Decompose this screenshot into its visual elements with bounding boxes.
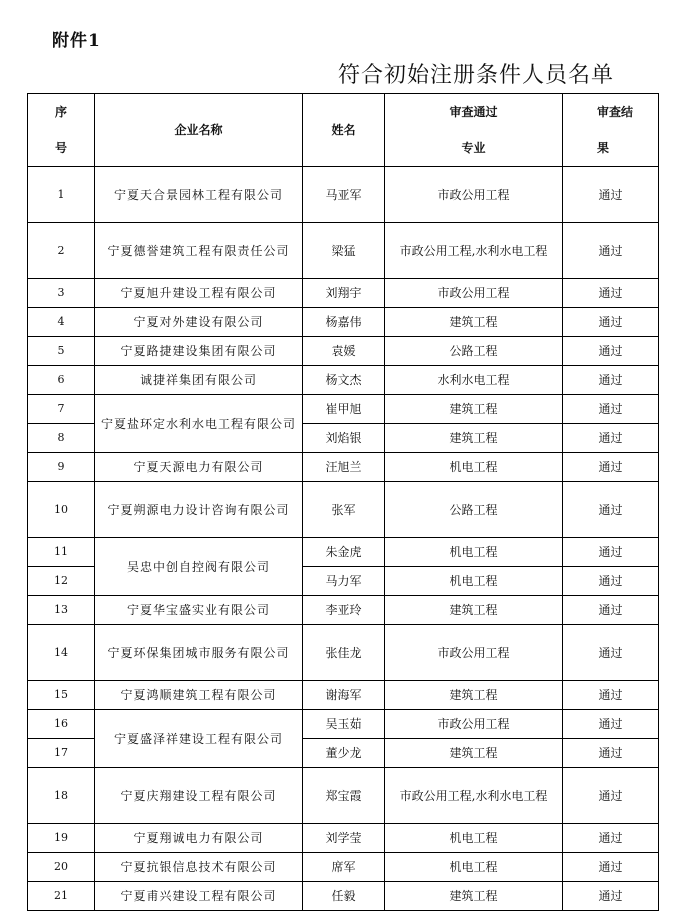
person-name: 汪旭兰 [303, 453, 385, 482]
major-cell: 建筑工程 [385, 596, 563, 625]
header-seq [28, 94, 95, 167]
row-number: 1 [28, 167, 95, 223]
row-number: 10 [28, 482, 95, 538]
row-number: 7 [28, 395, 95, 424]
table-row [28, 681, 659, 710]
major-cell: 建筑工程 [385, 308, 563, 337]
row-number: 14 [28, 625, 95, 681]
result-cell: 通过 [563, 739, 659, 768]
result-cell: 通过 [563, 453, 659, 482]
major-cell: 市政公用工程,水利水电工程 [385, 768, 563, 824]
major-cell: 市政公用工程 [385, 625, 563, 681]
person-name: 张军 [303, 482, 385, 538]
person-name: 刘焰银 [303, 424, 385, 453]
row-number: 6 [28, 366, 95, 395]
person-name: 刘学莹 [303, 824, 385, 853]
major-cell: 建筑工程 [385, 424, 563, 453]
result-cell: 通过 [563, 167, 659, 223]
row-number: 9 [28, 453, 95, 482]
major-cell: 机电工程 [385, 453, 563, 482]
table-row [28, 824, 659, 853]
company-cell: 宁夏对外建设有限公司 [95, 308, 303, 337]
header-row [28, 94, 659, 167]
major-cell: 建筑工程 [385, 681, 563, 710]
company-cell: 宁夏甫兴建设工程有限公司 [95, 882, 303, 911]
person-name: 董少龙 [303, 739, 385, 768]
major-cell: 市政公用工程,水利水电工程 [385, 223, 563, 279]
header-result [563, 94, 659, 167]
major-cell: 公路工程 [385, 482, 563, 538]
row-number: 3 [28, 279, 95, 308]
table-row [28, 882, 659, 911]
document-title: 符合初始注册条件人员名单 [338, 63, 615, 88]
major-cell: 水利水电工程 [385, 366, 563, 395]
company-cell: 诚捷祥集团有限公司 [95, 366, 303, 395]
person-name: 崔甲旭 [303, 395, 385, 424]
major-cell: 机电工程 [385, 567, 563, 596]
person-name: 吴玉茹 [303, 710, 385, 739]
row-number: 20 [28, 853, 95, 882]
company-cell: 吴忠中创自控阀有限公司 [95, 538, 303, 596]
result-cell: 通过 [563, 279, 659, 308]
header-seq-line2: 号 [54, 141, 67, 155]
table-row [28, 453, 659, 482]
company-cell: 宁夏旭升建设工程有限公司 [95, 279, 303, 308]
header-company: 企业名称 [95, 94, 303, 167]
row-number: 21 [28, 882, 95, 911]
company-cell: 宁夏抗银信息技术有限公司 [95, 853, 303, 882]
table-row [28, 482, 659, 538]
major-cell: 建筑工程 [385, 739, 563, 768]
result-cell: 通过 [563, 681, 659, 710]
person-name: 马亚军 [303, 167, 385, 223]
table-row [28, 337, 659, 366]
result-cell: 通过 [563, 853, 659, 882]
table-row [28, 167, 659, 223]
result-cell: 通过 [563, 824, 659, 853]
person-name: 任毅 [303, 882, 385, 911]
row-number: 5 [28, 337, 95, 366]
company-cell: 宁夏翔诚电力有限公司 [95, 824, 303, 853]
row-number: 19 [28, 824, 95, 853]
major-cell: 建筑工程 [385, 395, 563, 424]
personnel-table [27, 93, 659, 911]
person-name: 席军 [303, 853, 385, 882]
row-number: 8 [28, 424, 95, 453]
company-cell: 宁夏德誉建筑工程有限责任公司 [95, 223, 303, 279]
result-cell: 通过 [563, 567, 659, 596]
result-cell: 通过 [563, 308, 659, 337]
person-name: 张佳龙 [303, 625, 385, 681]
major-cell: 市政公用工程 [385, 279, 563, 308]
result-cell: 通过 [563, 223, 659, 279]
person-name: 谢海军 [303, 681, 385, 710]
header-result-line1: 审查结 [597, 105, 634, 119]
person-name: 郑宝霞 [303, 768, 385, 824]
person-name: 梁猛 [303, 223, 385, 279]
result-cell: 通过 [563, 366, 659, 395]
row-number: 16 [28, 710, 95, 739]
company-cell: 宁夏盐环定水利水电工程有限公司 [95, 395, 303, 453]
major-cell: 公路工程 [385, 337, 563, 366]
row-number: 4 [28, 308, 95, 337]
table-row [28, 768, 659, 824]
result-cell: 通过 [563, 625, 659, 681]
major-cell: 机电工程 [385, 853, 563, 882]
person-name: 刘翔宇 [303, 279, 385, 308]
row-number: 2 [28, 223, 95, 279]
person-name: 杨嘉伟 [303, 308, 385, 337]
company-cell: 宁夏鸿顺建筑工程有限公司 [95, 681, 303, 710]
company-cell: 宁夏盛泽祥建设工程有限公司 [95, 710, 303, 768]
row-number: 17 [28, 739, 95, 768]
person-name: 袁媛 [303, 337, 385, 366]
table-row [28, 395, 659, 424]
company-cell: 宁夏环保集团城市服务有限公司 [95, 625, 303, 681]
person-name: 李亚玲 [303, 596, 385, 625]
result-cell: 通过 [563, 538, 659, 567]
company-cell: 宁夏天合景园林工程有限公司 [95, 167, 303, 223]
major-cell: 市政公用工程 [385, 167, 563, 223]
result-cell: 通过 [563, 337, 659, 366]
major-cell: 机电工程 [385, 538, 563, 567]
result-cell: 通过 [563, 424, 659, 453]
row-number: 11 [28, 538, 95, 567]
major-cell: 机电工程 [385, 824, 563, 853]
result-cell: 通过 [563, 482, 659, 538]
table-row [28, 538, 659, 567]
company-cell: 宁夏路捷建设集团有限公司 [95, 337, 303, 366]
table-row [28, 625, 659, 681]
major-cell: 建筑工程 [385, 882, 563, 911]
table-row [28, 279, 659, 308]
row-number: 18 [28, 768, 95, 824]
table-row [28, 308, 659, 337]
person-name: 杨文杰 [303, 366, 385, 395]
header-result-line2: 果 [597, 141, 610, 155]
table-row [28, 596, 659, 625]
table-row [28, 223, 659, 279]
header-major-line1: 审查通过 [449, 105, 498, 119]
table-row [28, 853, 659, 882]
company-cell: 宁夏朔源电力设计咨询有限公司 [95, 482, 303, 538]
header-major-line2: 专业 [461, 141, 486, 155]
major-cell: 市政公用工程 [385, 710, 563, 739]
header-seq-line1: 序 [54, 105, 67, 119]
table-row [28, 710, 659, 739]
table-body [28, 167, 659, 911]
row-number: 15 [28, 681, 95, 710]
person-name: 朱金虎 [303, 538, 385, 567]
result-cell: 通过 [563, 395, 659, 424]
company-cell: 宁夏庆翔建设工程有限公司 [95, 768, 303, 824]
result-cell: 通过 [563, 768, 659, 824]
row-number: 12 [28, 567, 95, 596]
company-cell: 宁夏华宝盛实业有限公司 [95, 596, 303, 625]
header-name: 姓名 [303, 94, 385, 167]
row-number: 13 [28, 596, 95, 625]
attachment-label: 附件1 [52, 31, 101, 51]
table-row [28, 366, 659, 395]
result-cell: 通过 [563, 882, 659, 911]
result-cell: 通过 [563, 596, 659, 625]
header-major [385, 94, 563, 167]
company-cell: 宁夏天源电力有限公司 [95, 453, 303, 482]
person-name: 马力军 [303, 567, 385, 596]
result-cell: 通过 [563, 710, 659, 739]
